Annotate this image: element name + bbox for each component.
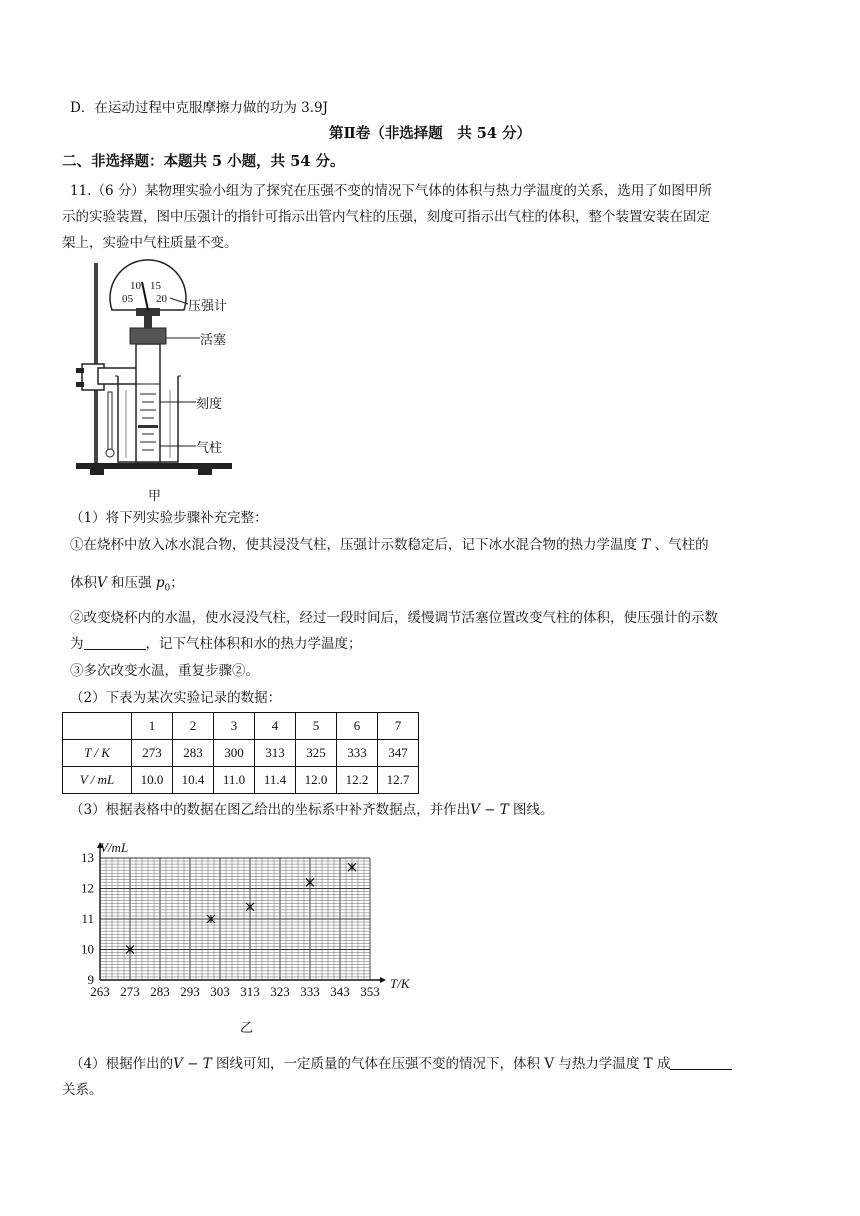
chart-tick-labels: [81, 850, 380, 999]
step-3: ③多次改变水温，重复步骤②。: [70, 663, 259, 679]
x-tick-label: 313: [240, 984, 260, 999]
symbol-p0: p: [155, 575, 165, 591]
part-1-heading: （1）将下列实验步骤补充完整：: [70, 510, 268, 526]
table-cell: 12.0: [296, 767, 337, 794]
symbol-T: T: [641, 537, 651, 553]
label-column: 气柱: [196, 441, 223, 456]
step-1b-pre: 体积: [70, 575, 97, 591]
table-row: [63, 767, 419, 794]
y-tick-label: 10: [81, 941, 94, 957]
table-cell: 2: [173, 713, 214, 740]
step-1b-mid: 和压强: [111, 575, 152, 591]
x-tick-label: 333: [300, 984, 320, 999]
symbol-V: V: [97, 575, 107, 591]
part-4-line-1: [70, 1054, 732, 1074]
answer-blank-2[interactable]: [670, 1055, 732, 1070]
stand-base: [76, 463, 232, 469]
part-heading: 二、非选择题：本题共 5 小题，共 54 分。: [62, 153, 345, 170]
q11-line-2: 示的实验装置，图中压强计的指针可指示出管内气柱的压强，刻度可指示出气柱的体积，整个装置安装在固定: [62, 209, 710, 225]
symbol-v-t-2: V − T: [173, 1056, 212, 1072]
part-3-text: （3）根据表格中的数据在图乙给出的坐标系中补齐数据点，并作出: [70, 802, 471, 818]
figure-a-caption: 甲: [148, 489, 162, 504]
x-tick-label: 263: [90, 984, 110, 999]
table-cell: [63, 713, 132, 740]
step-1-line-2: [70, 573, 184, 599]
option-d: [70, 98, 328, 118]
table-cell: 325: [296, 740, 337, 767]
x-tick-label: 293: [180, 984, 200, 999]
y-tick-label: 11: [81, 911, 94, 926]
chart-ylabel: V/mL: [100, 840, 129, 855]
table-cell: 333: [337, 740, 378, 767]
step-2-line-2: [70, 634, 362, 654]
data-table: [62, 712, 419, 794]
step-2b-pre: 为: [70, 636, 84, 652]
answer-blank-1[interactable]: [84, 635, 146, 650]
dial-05: 05: [122, 293, 133, 305]
table-cell: 4: [255, 713, 296, 740]
table-cell: 7: [378, 713, 419, 740]
table-cell: 1: [132, 713, 173, 740]
chart-caption: 乙: [240, 1021, 254, 1036]
dial-20: 20: [156, 293, 167, 305]
table-cell: 10.0: [132, 767, 173, 794]
step-1b-end: ；: [170, 575, 184, 591]
table-cell: 3: [214, 713, 255, 740]
part-2-heading: （2）下表为某次实验记录的数据：: [70, 690, 282, 706]
label-piston: 活塞: [200, 333, 227, 348]
table-cell: 11.4: [255, 767, 296, 794]
x-tick-label: 343: [330, 984, 350, 999]
step-2-line-1: ②改变烧杯内的水温，使水浸没气柱，经过一段时间后，缓慢调节活塞位置改变气柱的体积，使压强计的示数: [70, 610, 718, 626]
symbol-p0-sub: 0: [164, 583, 171, 594]
x-tick-label: 273: [120, 984, 140, 999]
table-row-label: V / mL: [63, 767, 132, 794]
table-cell: 283: [173, 740, 214, 767]
part-3-end: 图线。: [513, 802, 554, 818]
symbol-v-t: V − T: [470, 802, 509, 818]
part-3-line: [70, 800, 554, 820]
step-1-line-1: [70, 535, 709, 555]
table-cell: 300: [214, 740, 255, 767]
part-4-line-2: 关系。: [62, 1082, 103, 1098]
x-tick-label: 353: [360, 984, 380, 999]
table-cell: 10.4: [173, 767, 214, 794]
chart-grid: [100, 858, 370, 980]
q11-line-1: 11.（6 分）某物理实验小组为了探究在压强不变的情况下气体的体积与热力学温度的关系，选用了如图甲所: [70, 183, 712, 199]
stand-rod: [94, 263, 98, 463]
table-cell: 11.0: [214, 767, 255, 794]
section-title: 第Ⅱ卷（非选择题 共 54 分）: [329, 125, 531, 142]
chart-points: [126, 863, 356, 953]
option-d-text: D．在运动过程中克服摩擦力做的功为 3.9J: [70, 100, 328, 116]
label-scale: 刻度: [196, 397, 223, 412]
table-cell: 347: [378, 740, 419, 767]
piston: [130, 328, 166, 344]
dial-15: 15: [150, 280, 161, 292]
vt-chart: [60, 836, 440, 1036]
step-1-text: ①在烧杯中放入冰水混合物，使其浸没气柱，压强计示数稳定后，记下冰水混合物的热力学温度: [70, 537, 637, 553]
table-row: [63, 740, 419, 767]
label-gauge: 压强计: [188, 299, 228, 314]
table-cell: 12.7: [378, 767, 419, 794]
x-tick-label: 283: [150, 984, 170, 999]
y-tick-label: 9: [87, 972, 94, 987]
glass-tube: [136, 344, 160, 462]
table-header-row: [63, 713, 419, 740]
y-tick-label: 13: [81, 850, 94, 865]
x-tick-label: 303: [210, 984, 230, 999]
part-4-mid: 图线可知，一定质量的气体在压强不变的情况下，体积 V 与热力学温度 T 成: [216, 1056, 671, 1072]
table-row-label: T / K: [63, 740, 132, 767]
q11-line-3: 架上，实验中气柱质量不变。: [62, 235, 238, 251]
figure-apparatus: [70, 258, 260, 508]
step-1-end: 、气柱的: [654, 537, 709, 553]
table-cell: 313: [255, 740, 296, 767]
table-cell: 5: [296, 713, 337, 740]
dial-10: 10: [130, 280, 141, 292]
table-cell: 6: [337, 713, 378, 740]
x-tick-label: 323: [270, 984, 290, 999]
part-4-pre: （4）根据作出的: [70, 1056, 174, 1072]
step-2b-end: ，记下气柱体积和水的热力学温度；: [145, 636, 362, 652]
chart-xlabel: T/K: [390, 976, 410, 991]
x-axis-arrow: [380, 977, 386, 983]
y-tick-label: 12: [81, 880, 94, 896]
table-cell: 273: [132, 740, 173, 767]
table-cell: 12.2: [337, 767, 378, 794]
